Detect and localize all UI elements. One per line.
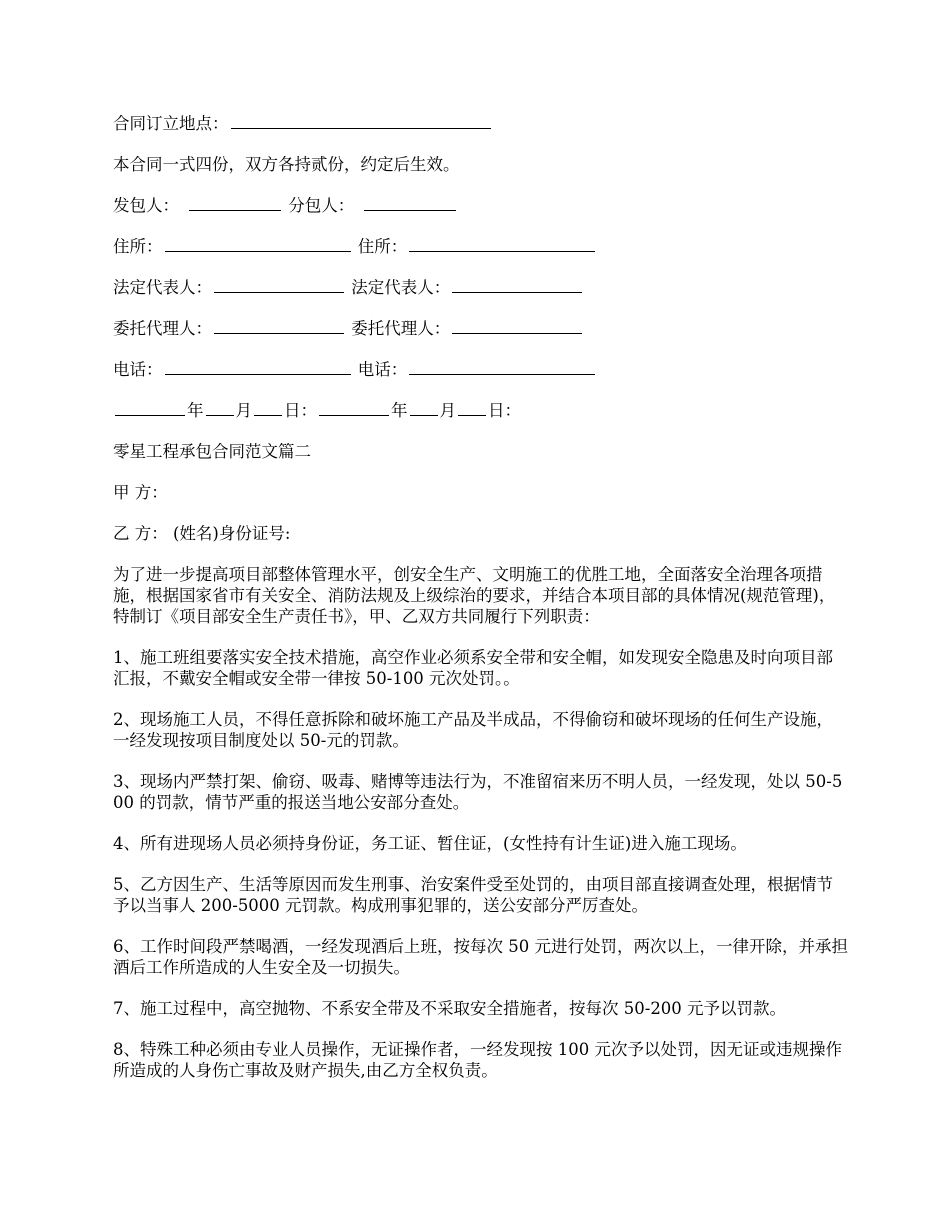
signing-place-blank [231,114,491,129]
signing-place-line [113,113,848,134]
clause-2: 2、现场施工人员，不得任意拆除和破坏施工产品及半成品，不得偷窃和破坏现场的任何生产设施，一经发现按项目制度处以 50-元的罚款。 [113,710,833,750]
clause-1: 1、施工班组要落实安全技术措施，高空作业必须系安全带和安全帽，如发现安全隐患及时向项目部汇报，不戴安全帽或安全带一律按 50-100 元次处罚。。 [113,648,833,688]
agent-blank-a [214,319,344,334]
year-label-a: 年 [187,401,204,420]
legal-rep-line [113,277,848,298]
phone-label-a: 电话： [113,360,163,379]
day-label-b: 日： [488,401,521,420]
clause-7: 7、施工过程中，高空抛物、不系安全带及不采取安全措施者，按每次 50-200 元予以罚款。 [113,999,787,1018]
legal-rep-blank-b [452,278,582,293]
month-label-a: 月 [235,401,252,420]
clause-6: 6、工作时间段严禁喝酒，一经发现酒后上班，按每次 50 元进行处罚，两次以上，一律开除，并承担酒后工作所造成的人生安全及一切损失。 [113,937,848,977]
address-label-a: 住所： [113,237,163,256]
phone-line [113,359,848,380]
phone-label-b: 电话： [357,360,408,379]
month-blank-b [410,401,438,416]
legal-rep-label-a: 法定代表人： [113,278,212,297]
agent-blank-b [452,319,582,334]
intro-paragraph: 为了进一步提高项目部整体管理水平，创安全生产、文明施工的优胜工地，全面落安全治理各项措施，根据国家省市有关安全、消防法规及上级综治的要求，并结合本项目部的具体情况(规范管理)，特制订《项目部安全生产责任书》，甲、乙双方共同履行下列职责： [113,565,836,626]
parties-line [113,195,848,216]
signing-place-label: 合同订立地点： [113,114,229,133]
copies-line: 本合同一式四份，双方各持贰份，约定后生效。 [113,155,460,174]
month-blank-a [206,401,234,416]
subcontractor-blank [364,196,456,211]
phone-blank-a [165,360,351,375]
party-b-line: 乙 方： (姓名)身份证号: [113,524,291,543]
employer-label: 发包人： [113,196,179,215]
clause-8: 8、特殊工种必须由专业人员操作，无证操作者，一经发现按 100 元次予以处罚，因无证或违规操作所造成的人身伤亡事故及财产损失,由乙方全权负责。 [113,1040,842,1080]
day-blank-b [458,401,486,416]
section-title: 零星工程承包合同范文篇二 [113,442,311,461]
agent-label-a: 委托代理人： [113,319,212,338]
address-blank-b [409,237,595,252]
agent-label-b: 委托代理人： [351,319,451,338]
clause-3: 3、现场内严禁打架、偷窃、吸毒、赌博等违法行为，不准留宿来历不明人员，一经发现，处以 50-500 的罚款，情节严重的报送当地公安部分查处。 [113,772,843,812]
address-line [113,236,848,257]
subcontractor-label: 分包人： [288,196,355,215]
address-label-b: 住所： [357,237,408,256]
clause-5: 5、乙方因生产、生活等原因而发生刑事、治安案件受至处罚的，由项目部直接调查处理，根据情节予以当事人 200-5000 元罚款。构成刑事犯罪的，送公安部分严厉查处。 [113,875,833,915]
legal-rep-label-b: 法定代表人： [351,278,451,297]
party-a-line: 甲 方： [113,483,168,502]
day-blank-a [254,401,282,416]
date-line [113,400,848,421]
employer-blank [189,196,281,211]
agent-line [113,318,848,339]
document-body [113,113,848,1101]
legal-rep-blank-a [214,278,344,293]
month-label-b: 月 [439,401,456,420]
year-blank-a [115,401,185,416]
clause-4: 4、所有进现场人员必须持身份证，务工证、暂住证，(女性持有计生证)进入施工现场。 [113,834,747,853]
day-label-a: 日： [284,401,317,420]
phone-blank-b [409,360,595,375]
address-blank-a [165,237,351,252]
year-blank-b [319,401,389,416]
year-label-b: 年 [391,401,408,420]
